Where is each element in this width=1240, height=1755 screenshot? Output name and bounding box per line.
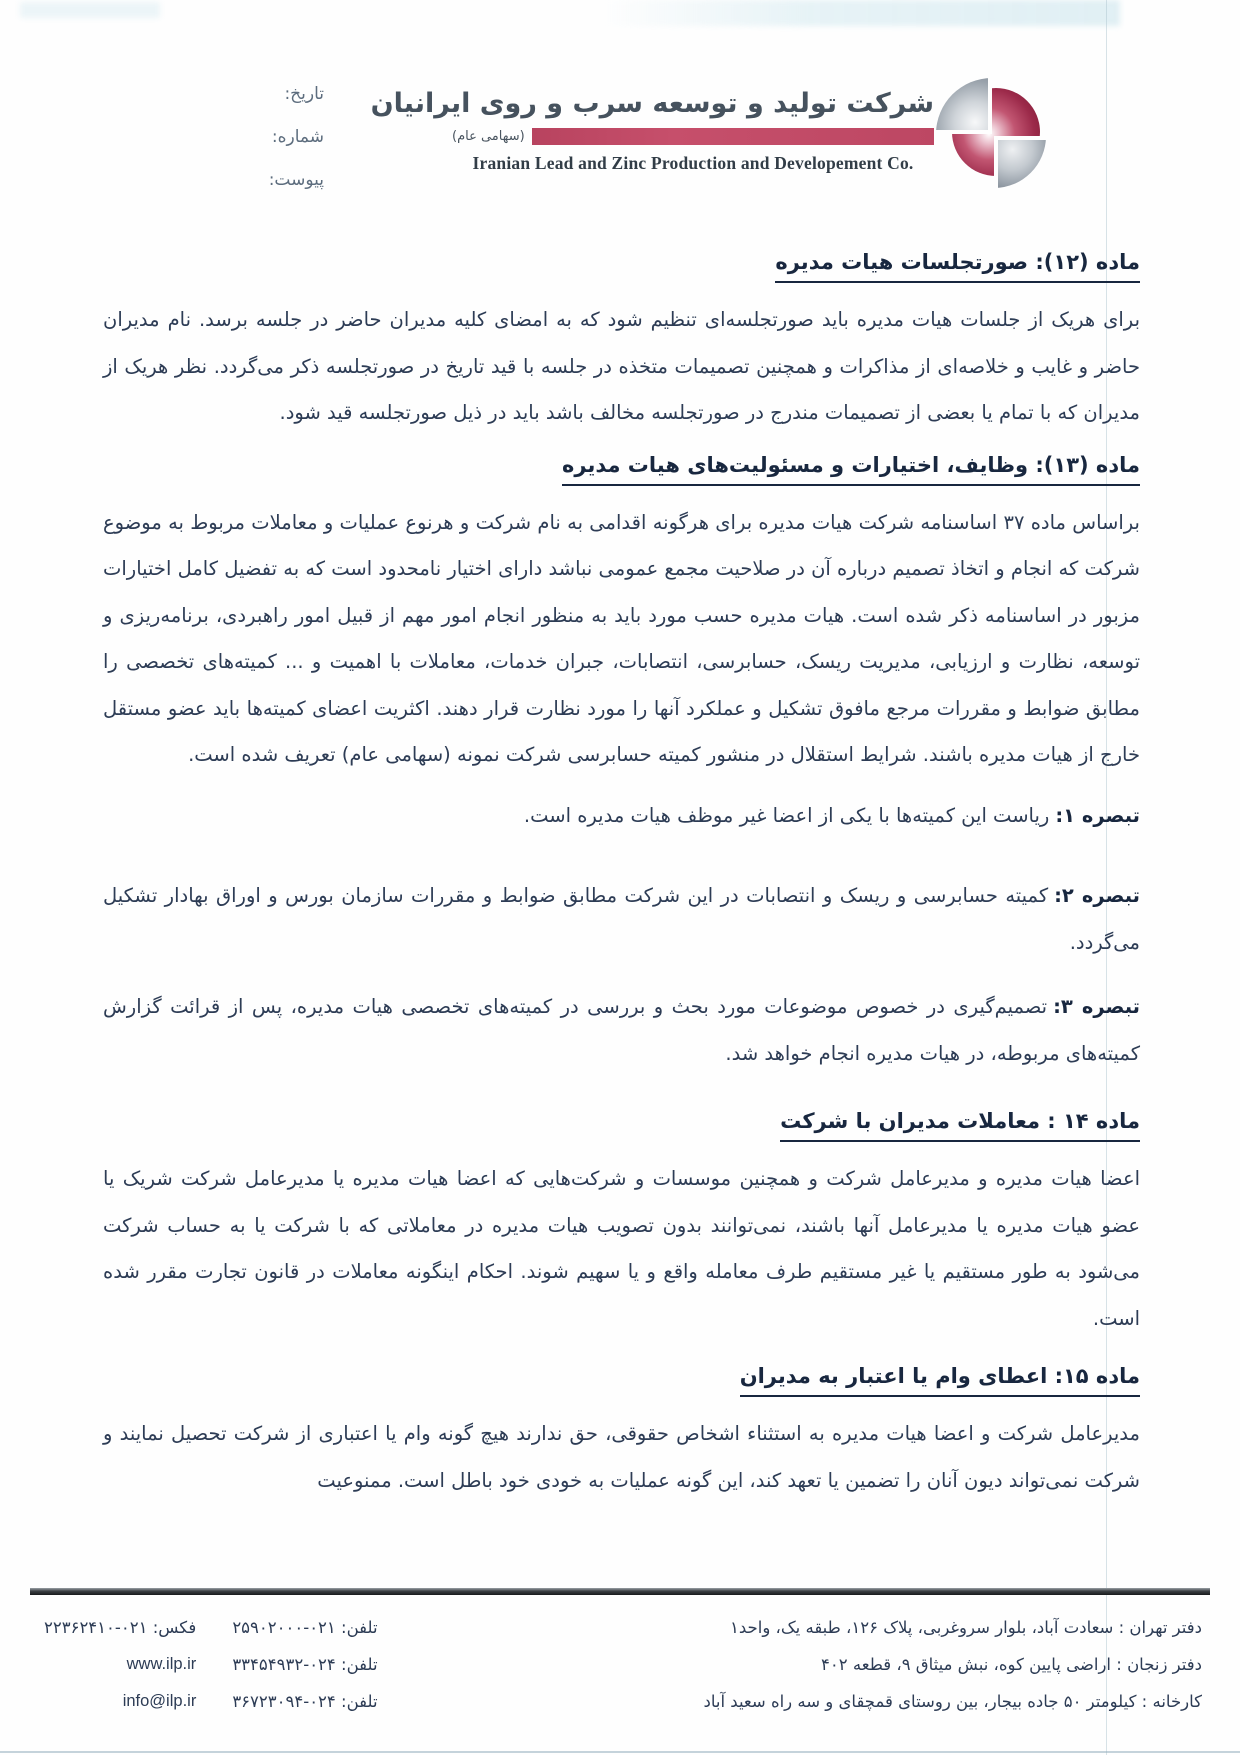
note-2-label: تبصره ۲: [1054, 884, 1140, 907]
address-line-factory: کارخانه : کیلومتر ۵۰ جاده بیجار، بین روستای قمچقای و سه راه سعید آباد [703, 1692, 1202, 1711]
company-type-label: (سهامی عام) [452, 129, 525, 144]
address-block [703, 1609, 1202, 1720]
logo-silver-quarter-top-left [936, 78, 992, 134]
company-name-en: Iranian Lead and Zinc Production and Developement Co. [472, 153, 914, 173]
note-3 [103, 984, 1140, 1077]
website-url: www.ilp.ir [126, 1655, 197, 1673]
meta-date-label: تاریخ: [284, 84, 324, 104]
article-12-paragraph: برای هریک از جلسات هیات مدیره باید صورتجلسه‌ای تنظیم شود که به امضای کلیه مدیران حاضر در جلسه برسد. نام مدیران حاضر و غایب و خلاصه‌ای از مذاکرات و همچنین تصمیمات متخذه در جلسه با قید تاریخ در صورتجلسه ذکر می‌گردد. نظر هریک از مدیران که با تمام یا بعضی از تصمیمات مندرج در صورتجلسه مخالف باشد باید در ذیل صورتجلسه قید شود. [103, 308, 1140, 424]
note-2 [103, 873, 1140, 966]
footer-divider [30, 1588, 1210, 1595]
article-13-paragraph: براساس ماده ۳۷ اساسنامه شرکت هیات مدیره برای هرگونه اقدامی به نام شرکت و هرنوع عملیات و معاملات مربوط به موضوع شرکت که انجام و اتخاذ تصمیم درباره آن در صلاحیت مجمع عمومی نباشد دارای اختیار نامحدود است که به تفضیل کامل اختیارات مزبور در اساسنامه ذکر شده است. هیات مدیره حسب مورد باید به منظور انجام امور مهم از قبیل امور راهبردی، برنامه‌ریزی و توسعه، نظارت و ارزیابی، مدیریت ریسک، حسابرسی، انتصابات، جبران خدمات، معاملات با اهمیت و ... کمیته‌های تخصصی را مطابق ضوابط و مقررات مرجع مافوق تشکیل و عملکرد آنها را مورد نظارت قرار دهند. اکثریت اعضای کمیته‌ها باید عضو مستقل خارج از هیات مدیره باشند. شرایط استقلال در منشور کمیته حسابرسی شرکت نمونه (سهامی عام) تعریف شده است. [103, 510, 1140, 766]
letterhead [0, 0, 1240, 250]
email-address: info@ilp.ir [122, 1692, 197, 1710]
meta-attachment-label: پیوست: [268, 170, 324, 190]
note-3-label: تبصره ۳: [1053, 995, 1140, 1018]
note-1 [103, 793, 1140, 840]
company-logo-icon [936, 76, 1046, 190]
article-14-heading: ماده ۱۴ : معاملات مدیران با شرکت [103, 1109, 1140, 1142]
letterhead-meta [232, 84, 324, 213]
article-15-paragraph: مدیرعامل شرکت و اعضا هیات مدیره به استثناء اشخاص حقوقی، حق ندارند هیچ گونه وام یا اعتباری از شرکت تحصیل نمایند و شرکت نمی‌تواند دیون آنان را تضمین یا تعهد کند، این گونه عملیات به خودی خود باطل است. ممنوعیت [103, 1422, 1140, 1492]
note-3-text: تصمیم‌گیری در خصوص موضوعات مورد بحث و بررسی در کمیته‌های تخصصی هیات مدیره، پس از قرائت گزارش کمیته‌های مربوطه، در هیات مدیره انجام خواهد شد. [103, 995, 1140, 1065]
address-line-tehran: دفتر تهران : سعادت آباد، بلوار سروغربی، پلاک ۱۲۶، طبقه یک، واحد۱ [730, 1618, 1202, 1637]
phone-3: تلفن: ۰۲۴-۳۶۷۲۳۰۹۴ [232, 1692, 378, 1711]
article-14-paragraph: اعضا هیات مدیره و مدیرعامل شرکت و همچنین موسسات و شرکت‌هایی که اعضا هیات مدیره یا مدیرعامل شرکت شریک یا عضو هیات مدیره یا مدیرعامل آنها باشند، نمی‌توانند بدون تصویب هیات مدیره در معاملاتی که با شرکت یا به حساب شرکت می‌شود به طور مستقیم یا غیر مستقیم طرف معامله واقع و یا سهیم شوند. احکام اینگونه معاملات در قانون تجارت مقرر شده است. [103, 1167, 1140, 1330]
phone-1: تلفن: ۰۲۱-۲۵۹۰۲۰۰۰ [232, 1618, 378, 1637]
note-1-text: ریاست این کمیته‌ها با یکی از اعضا غیر موظف هیات مدیره است. [523, 803, 1050, 827]
red-accent-bar [532, 128, 934, 145]
meta-number-label: شماره: [271, 127, 324, 147]
document-body [0, 250, 1240, 1504]
phone-2: تلفن: ۰۲۴-۳۳۴۵۴۹۳۲ [232, 1655, 378, 1674]
letterhead-footer [0, 1588, 1240, 1755]
note-2-text: کمیته حسابرسی و ریسک و انتصابات در این شرکت مطابق ضوابط و مقررات سازمان بورس و اوراق بهادار تشکیل می‌گردد. [103, 884, 1140, 954]
article-12-heading: ماده (۱۲): صورتجلسات هیات مدیره [103, 250, 1140, 283]
contact-block [44, 1609, 378, 1720]
company-brand [370, 88, 934, 174]
footer-content [0, 1595, 1240, 1720]
fax-1: فکس: ۰۲۱-۲۲۳۶۲۴۱۰ [44, 1618, 197, 1637]
brand-bar-row [452, 128, 934, 145]
company-name-fa: شرکت تولید و توسعه سرب و روی ایرانیان [370, 88, 934, 119]
article-15-heading: ماده ۱۵: اعطای وام یا اعتبار به مدیران [103, 1364, 1140, 1397]
note-1-label: تبصره ۱: [1055, 803, 1140, 827]
logo-silver-quarter-bottom-right [994, 136, 1046, 188]
article-13-heading: ماده (۱۳): وظایف، اختیارات و مسئولیت‌های هیات مدیره [103, 453, 1140, 486]
address-line-zanjan: دفتر زنجان : اراضی پایین کوه، نبش میثاق ۹، قطعه ۴۰۲ [821, 1655, 1202, 1674]
